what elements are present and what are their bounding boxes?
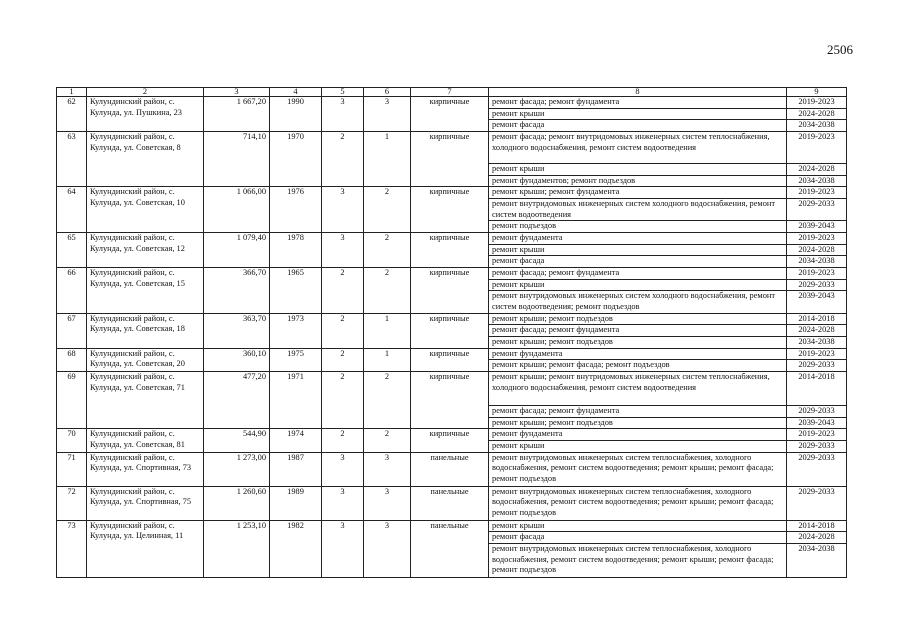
house-address: Кулундинский район, с. Кулунда, ул. Пушкина, 23 bbox=[87, 97, 204, 132]
repair-work: ремонт фасада; ремонт фундамента bbox=[489, 406, 787, 418]
repair-work: ремонт внутридомовых инженерных систем теплоснабжения, холодного водоснабжения, ремонт систем водоотведения; ремонт крыши; ремонт фасада; ремонт подъездов bbox=[489, 544, 787, 578]
house-material: кирпичные bbox=[411, 233, 489, 268]
house-floors: 3 bbox=[322, 520, 364, 577]
house-year: 1978 bbox=[270, 233, 322, 268]
table-row bbox=[57, 429, 847, 441]
repair-work: ремонт фасада; ремонт внутридомовых инженерных систем теплоснабжения, холодного водоснабжения, ремонт систем водоотведения bbox=[489, 132, 787, 164]
house-material: панельные bbox=[411, 486, 489, 520]
column-number-row bbox=[57, 88, 847, 97]
house-number: 66 bbox=[57, 268, 87, 314]
house-entrances: 2 bbox=[364, 233, 411, 268]
house-area: 477,20 bbox=[204, 372, 270, 429]
repair-schedule-table bbox=[56, 87, 847, 578]
col-header-2: 2 bbox=[87, 88, 204, 97]
house-area: 1 066,00 bbox=[204, 187, 270, 233]
house-address: Кулундинский район, с. Кулунда, ул. Советская, 71 bbox=[87, 372, 204, 429]
house-entrances: 2 bbox=[364, 268, 411, 314]
house-year: 1970 bbox=[270, 132, 322, 187]
col-header-5: 5 bbox=[322, 88, 364, 97]
table-row bbox=[57, 132, 847, 164]
house-area: 1 079,40 bbox=[204, 233, 270, 268]
house-floors: 3 bbox=[322, 233, 364, 268]
table-row bbox=[57, 313, 847, 325]
house-year: 1974 bbox=[270, 429, 322, 452]
house-year: 1976 bbox=[270, 187, 322, 233]
col-header-7: 7 bbox=[411, 88, 489, 97]
repair-period: 2039-2043 bbox=[787, 417, 847, 429]
house-number: 73 bbox=[57, 520, 87, 577]
repair-work: ремонт крыши bbox=[489, 164, 787, 176]
repair-period: 2029-2033 bbox=[787, 441, 847, 453]
repair-work: ремонт крыши; ремонт фундамента bbox=[489, 187, 787, 199]
house-number: 70 bbox=[57, 429, 87, 452]
repair-work: ремонт крыши; ремонт подъездов bbox=[489, 313, 787, 325]
house-area: 714,10 bbox=[204, 132, 270, 187]
house-entrances: 2 bbox=[364, 372, 411, 429]
house-floors: 3 bbox=[322, 486, 364, 520]
house-entrances: 3 bbox=[364, 97, 411, 132]
repair-work: ремонт фундамента bbox=[489, 348, 787, 360]
col-header-3: 3 bbox=[204, 88, 270, 97]
house-year: 1965 bbox=[270, 268, 322, 314]
house-material: кирпичные bbox=[411, 313, 489, 348]
house-area: 1 667,20 bbox=[204, 97, 270, 132]
repair-work: ремонт крыши; ремонт подъездов bbox=[489, 337, 787, 349]
repair-period: 2019-2023 bbox=[787, 233, 847, 245]
repair-period: 2024-2028 bbox=[787, 325, 847, 337]
house-address: Кулундинский район, с. Кулунда, ул. Советская, 15 bbox=[87, 268, 204, 314]
repair-period: 2024-2028 bbox=[787, 164, 847, 176]
house-number: 68 bbox=[57, 348, 87, 371]
house-area: 1 260,60 bbox=[204, 486, 270, 520]
repair-work: ремонт фасада; ремонт фундамента bbox=[489, 97, 787, 109]
repair-period: 2019-2023 bbox=[787, 132, 847, 164]
table-row bbox=[57, 520, 847, 532]
house-number: 71 bbox=[57, 452, 87, 486]
page-number: 2506 bbox=[827, 42, 853, 57]
house-year: 1975 bbox=[270, 348, 322, 371]
repair-period: 2034-2038 bbox=[787, 337, 847, 349]
repair-period: 2029-2033 bbox=[787, 360, 847, 372]
table-row bbox=[57, 452, 847, 486]
house-entrances: 1 bbox=[364, 348, 411, 371]
house-number: 65 bbox=[57, 233, 87, 268]
repair-period: 2029-2033 bbox=[787, 279, 847, 291]
house-material: панельные bbox=[411, 520, 489, 577]
repair-period: 2034-2038 bbox=[787, 120, 847, 132]
house-entrances: 3 bbox=[364, 520, 411, 577]
col-header-4: 4 bbox=[270, 88, 322, 97]
repair-period: 2019-2023 bbox=[787, 97, 847, 109]
repair-work: ремонт фундамента bbox=[489, 233, 787, 245]
house-address: Кулундинский район, с. Кулунда, ул. Целинная, 11 bbox=[87, 520, 204, 577]
repair-work: ремонт фундамента bbox=[489, 429, 787, 441]
house-floors: 2 bbox=[322, 372, 364, 429]
house-floors: 2 bbox=[322, 313, 364, 348]
repair-work: ремонт фундаментов; ремонт подъездов bbox=[489, 175, 787, 187]
repair-work: ремонт фасада bbox=[489, 256, 787, 268]
house-year: 1971 bbox=[270, 372, 322, 429]
house-area: 1 253,10 bbox=[204, 520, 270, 577]
col-header-6: 6 bbox=[364, 88, 411, 97]
repair-period: 2019-2023 bbox=[787, 268, 847, 280]
repair-period: 2014-2018 bbox=[787, 520, 847, 532]
table-row bbox=[57, 486, 847, 520]
house-year: 1982 bbox=[270, 520, 322, 577]
house-number: 69 bbox=[57, 372, 87, 429]
house-floors: 3 bbox=[322, 97, 364, 132]
repair-period: 2024-2028 bbox=[787, 244, 847, 256]
house-entrances: 2 bbox=[364, 429, 411, 452]
house-area: 1 273,00 bbox=[204, 452, 270, 486]
house-address: Кулундинский район, с. Кулунда, ул. Советская, 8 bbox=[87, 132, 204, 187]
repair-period: 2039-2043 bbox=[787, 291, 847, 313]
repair-period: 2019-2023 bbox=[787, 187, 847, 199]
house-area: 363,70 bbox=[204, 313, 270, 348]
col-header-9: 9 bbox=[787, 88, 847, 97]
repair-work: ремонт крыши bbox=[489, 279, 787, 291]
house-entrances: 2 bbox=[364, 187, 411, 233]
repair-work: ремонт крыши bbox=[489, 520, 787, 532]
house-number: 63 bbox=[57, 132, 87, 187]
house-address: Кулундинский район, с. Кулунда, ул. Спортивная, 75 bbox=[87, 486, 204, 520]
repair-period: 2034-2038 bbox=[787, 175, 847, 187]
repair-period: 2029-2033 bbox=[787, 452, 847, 486]
house-address: Кулундинский район, с. Кулунда, ул. Советская, 12 bbox=[87, 233, 204, 268]
house-address: Кулундинский район, с. Кулунда, ул. Советская, 18 bbox=[87, 313, 204, 348]
house-material: кирпичные bbox=[411, 132, 489, 187]
house-floors: 3 bbox=[322, 452, 364, 486]
table-row bbox=[57, 348, 847, 360]
col-header-1: 1 bbox=[57, 88, 87, 97]
repair-work: ремонт внутридомовых инженерных систем холодного водоснабжения, ремонт систем водоотведения; ремонт подъездов bbox=[489, 291, 787, 313]
repair-period: 2014-2018 bbox=[787, 313, 847, 325]
repair-work: ремонт крыши; ремонт подъездов bbox=[489, 417, 787, 429]
repair-work: ремонт внутридомовых инженерных систем теплоснабжения, холодного водоснабжения, ремонт систем водоотведения; ремонт крыши; ремонт фасада; ремонт подъездов bbox=[489, 486, 787, 520]
table-row bbox=[57, 233, 847, 245]
repair-period: 2029-2033 bbox=[787, 406, 847, 418]
house-floors: 2 bbox=[322, 429, 364, 452]
table-row bbox=[57, 97, 847, 109]
house-number: 62 bbox=[57, 97, 87, 132]
house-address: Кулундинский район, с. Кулунда, ул. Советская, 20 bbox=[87, 348, 204, 371]
house-year: 1989 bbox=[270, 486, 322, 520]
table-row bbox=[57, 268, 847, 280]
house-year: 1990 bbox=[270, 97, 322, 132]
repair-period: 2019-2023 bbox=[787, 348, 847, 360]
repair-period: 2034-2038 bbox=[787, 256, 847, 268]
house-entrances: 1 bbox=[364, 313, 411, 348]
repair-period: 2039-2043 bbox=[787, 221, 847, 233]
table-body bbox=[57, 97, 847, 578]
repair-work: ремонт подъездов bbox=[489, 221, 787, 233]
house-area: 544,90 bbox=[204, 429, 270, 452]
house-floors: 2 bbox=[322, 132, 364, 187]
house-address: Кулундинский район, с. Кулунда, ул. Спортивная, 73 bbox=[87, 452, 204, 486]
repair-period: 2034-2038 bbox=[787, 544, 847, 578]
house-year: 1987 bbox=[270, 452, 322, 486]
repair-work: ремонт крыши bbox=[489, 108, 787, 120]
repair-period: 2024-2028 bbox=[787, 532, 847, 544]
house-number: 67 bbox=[57, 313, 87, 348]
house-year: 1973 bbox=[270, 313, 322, 348]
house-material: кирпичные bbox=[411, 429, 489, 452]
repair-work: ремонт крыши bbox=[489, 441, 787, 453]
repair-work: ремонт внутридомовых инженерных систем теплоснабжения, холодного водоснабжения, ремонт систем водоотведения; ремонт крыши; ремонт фасада; ремонт подъездов bbox=[489, 452, 787, 486]
repair-work: ремонт внутридомовых инженерных систем холодного водоснабжения, ремонт систем водоотведения bbox=[489, 199, 787, 221]
repair-work: ремонт фасада bbox=[489, 532, 787, 544]
col-header-8: 8 bbox=[489, 88, 787, 97]
repair-period: 2019-2023 bbox=[787, 429, 847, 441]
repair-period: 2029-2033 bbox=[787, 199, 847, 221]
repair-period: 2029-2033 bbox=[787, 486, 847, 520]
repair-work: ремонт крыши; ремонт фасада; ремонт подъездов bbox=[489, 360, 787, 372]
house-material: кирпичные bbox=[411, 187, 489, 233]
house-material: кирпичные bbox=[411, 97, 489, 132]
repair-work: ремонт фасада; ремонт фундамента bbox=[489, 268, 787, 280]
repair-period: 2024-2028 bbox=[787, 108, 847, 120]
house-floors: 2 bbox=[322, 348, 364, 371]
repair-work: ремонт крыши; ремонт внутридомовых инженерных систем теплоснабжения, холодного водоснабжения, ремонт систем водоотведения bbox=[489, 372, 787, 406]
house-address: Кулундинский район, с. Кулунда, ул. Советская, 10 bbox=[87, 187, 204, 233]
house-material: кирпичные bbox=[411, 268, 489, 314]
table-row bbox=[57, 187, 847, 199]
house-number: 72 bbox=[57, 486, 87, 520]
house-floors: 2 bbox=[322, 268, 364, 314]
repair-work: ремонт фасада; ремонт фундамента bbox=[489, 325, 787, 337]
house-entrances: 3 bbox=[364, 452, 411, 486]
house-entrances: 1 bbox=[364, 132, 411, 187]
house-area: 366,70 bbox=[204, 268, 270, 314]
repair-work: ремонт крыши bbox=[489, 244, 787, 256]
repair-period: 2014-2018 bbox=[787, 372, 847, 406]
house-floors: 3 bbox=[322, 187, 364, 233]
house-material: панельные bbox=[411, 452, 489, 486]
repair-work: ремонт фасада bbox=[489, 120, 787, 132]
table-row bbox=[57, 372, 847, 406]
house-address: Кулундинский район, с. Кулунда, ул. Советская, 81 bbox=[87, 429, 204, 452]
house-material: кирпичные bbox=[411, 348, 489, 371]
house-area: 360,10 bbox=[204, 348, 270, 371]
house-entrances: 3 bbox=[364, 486, 411, 520]
house-material: кирпичные bbox=[411, 372, 489, 429]
house-number: 64 bbox=[57, 187, 87, 233]
